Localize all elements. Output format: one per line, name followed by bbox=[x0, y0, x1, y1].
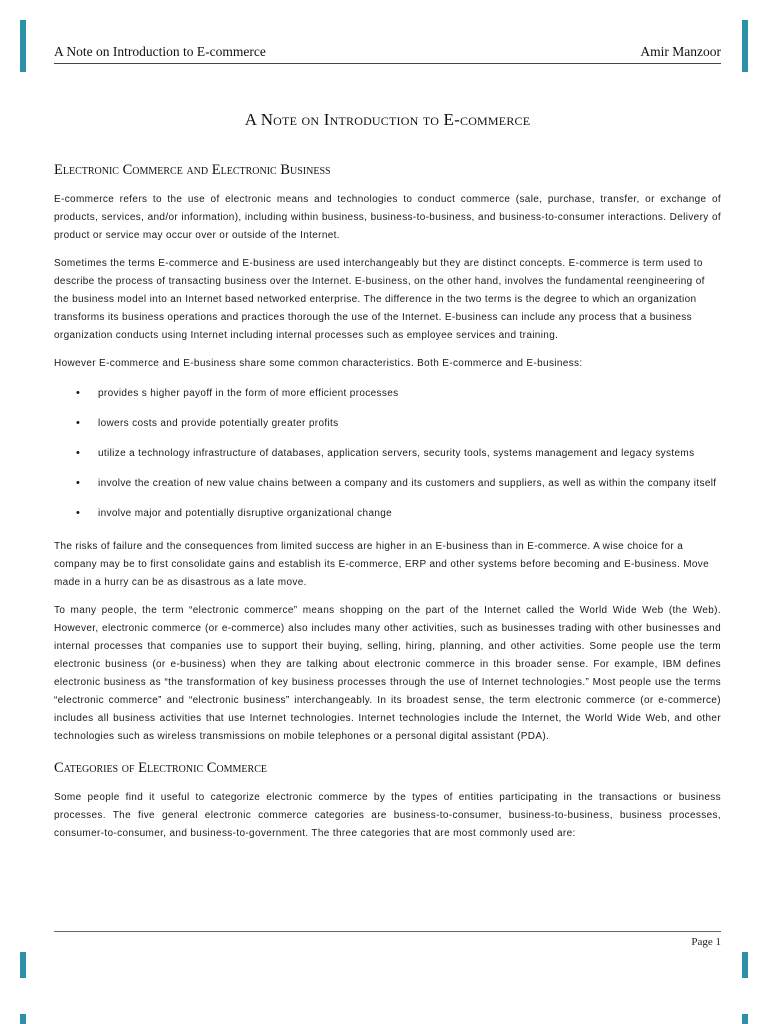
list-item bbox=[76, 445, 721, 462]
corner-bar-bottom-right bbox=[742, 952, 748, 978]
bullet-icon: • bbox=[76, 507, 81, 519]
list-item-text: involve major and potentially disruptive organizational change bbox=[98, 508, 393, 519]
running-header bbox=[54, 44, 721, 60]
list-item-text: involve the creation of new value chains between a company and its customers and suppliers, as well as within the company itself bbox=[98, 478, 717, 489]
corner-bar-top-left bbox=[20, 20, 26, 72]
list-item bbox=[76, 505, 721, 522]
list-item-text: lowers costs and provide potentially greater profits bbox=[98, 418, 339, 429]
corner-bar-top-right bbox=[742, 20, 748, 72]
section-heading-categories: Categories of Electronic Commerce bbox=[54, 760, 267, 776]
document-title: A Note on Introduction to E-commerce bbox=[244, 110, 531, 129]
list-item bbox=[76, 475, 721, 492]
characteristics-list bbox=[54, 385, 721, 522]
footer-divider bbox=[54, 931, 721, 932]
bullet-icon: • bbox=[76, 387, 81, 399]
paragraph: Sometimes the terms E-commerce and E-business are used interchangeably but they are distinct concepts. E-commerce is term used to describe the process of transacting business over the Internet. E-business, on the other hand, involves the fundamental reengineering of the business model into an Internet based networked enterprise. The difference in the two terms is the degree to which an organization transforms its business operations and practices thorough the use of the Internet. E-business can include any process that a business organization conducts using Internet including internal processes such as employee services and training. bbox=[54, 258, 705, 341]
bullet-icon: • bbox=[76, 477, 81, 489]
paragraph: To many people, the term “electronic commerce” means shopping on the part of the Internet called the World Wide Web (the Web). However, electronic commerce (or e-commerce) also includes many other activities, such as businesses trading with other businesses and internal processes that companies use to support their buying, selling, hiring, planning, and other activities. Some people use the term electronic business (or e-business) when they are talking about electronic commerce in this broader sense. For example, IBM defines electronic business as “the transformation of key business processes through the use of Internet technologies.” Most people use the terms “electronic commerce” and “electronic business” interchangeably. In its broadest sense, the term electronic commerce (or e-commerce) includes all business activities that use Internet technologies. Internet technologies include the Internet, the World Wide Web, and other technologies such as wireless transmissions on mobile telephones or a personal digital assistant (PDA). bbox=[54, 605, 721, 742]
list-item-text: utilize a technology infrastructure of databases, application servers, security tools, systems management and legacy systems bbox=[98, 448, 695, 459]
header-divider bbox=[54, 63, 721, 64]
section-heading-ecommerce-ebusiness: Electronic Commerce and Electronic Business bbox=[54, 162, 331, 178]
list-item-text: provides s higher payoff in the form of more efficient processes bbox=[98, 388, 399, 399]
paragraph: Some people find it useful to categorize electronic commerce by the types of entities participating in the transactions or business processes. The five general electronic commerce categories are business-to-consumer, business-to-business, business processes, consumer-to-consumer, and business-to-government. The three categories that are most commonly used are: bbox=[54, 792, 721, 839]
corner-bar-bottom-left bbox=[20, 952, 26, 978]
section-categories bbox=[54, 760, 721, 843]
header-author: Amir Manzoor bbox=[640, 44, 721, 59]
list-item bbox=[76, 415, 721, 432]
page-body bbox=[54, 110, 721, 853]
paragraph: E-commerce refers to the use of electronic means and technologies to conduct commerce (sale, purchase, transfer, or exchange of products, services, and/or information), including within business, business-to-business, and business-to-consumer interactions. Delivery of product or service may occur over or outside of the Internet. bbox=[54, 194, 721, 241]
bullet-icon: • bbox=[76, 417, 81, 429]
list-item bbox=[76, 385, 721, 402]
bullet-icon: • bbox=[76, 447, 81, 459]
corner-bar-next-page-right bbox=[742, 1014, 748, 1024]
paragraph: However E-commerce and E-business share some common characteristics. Both E-commerce and E-business: bbox=[54, 358, 583, 369]
corner-bar-next-page-left bbox=[20, 1014, 26, 1024]
page-number: Page 1 bbox=[691, 936, 721, 948]
paragraph: The risks of failure and the consequences from limited success are higher in an E-business than in E-commerce. A wise choice for a company may be to first consolidate gains and establish its E-commerce, ERP and other systems before becoming and E-business. Move made in a hurry can be as disastrous as a late move. bbox=[54, 541, 710, 588]
header-doc-title: A Note on Introduction to E-commerce bbox=[54, 44, 266, 59]
